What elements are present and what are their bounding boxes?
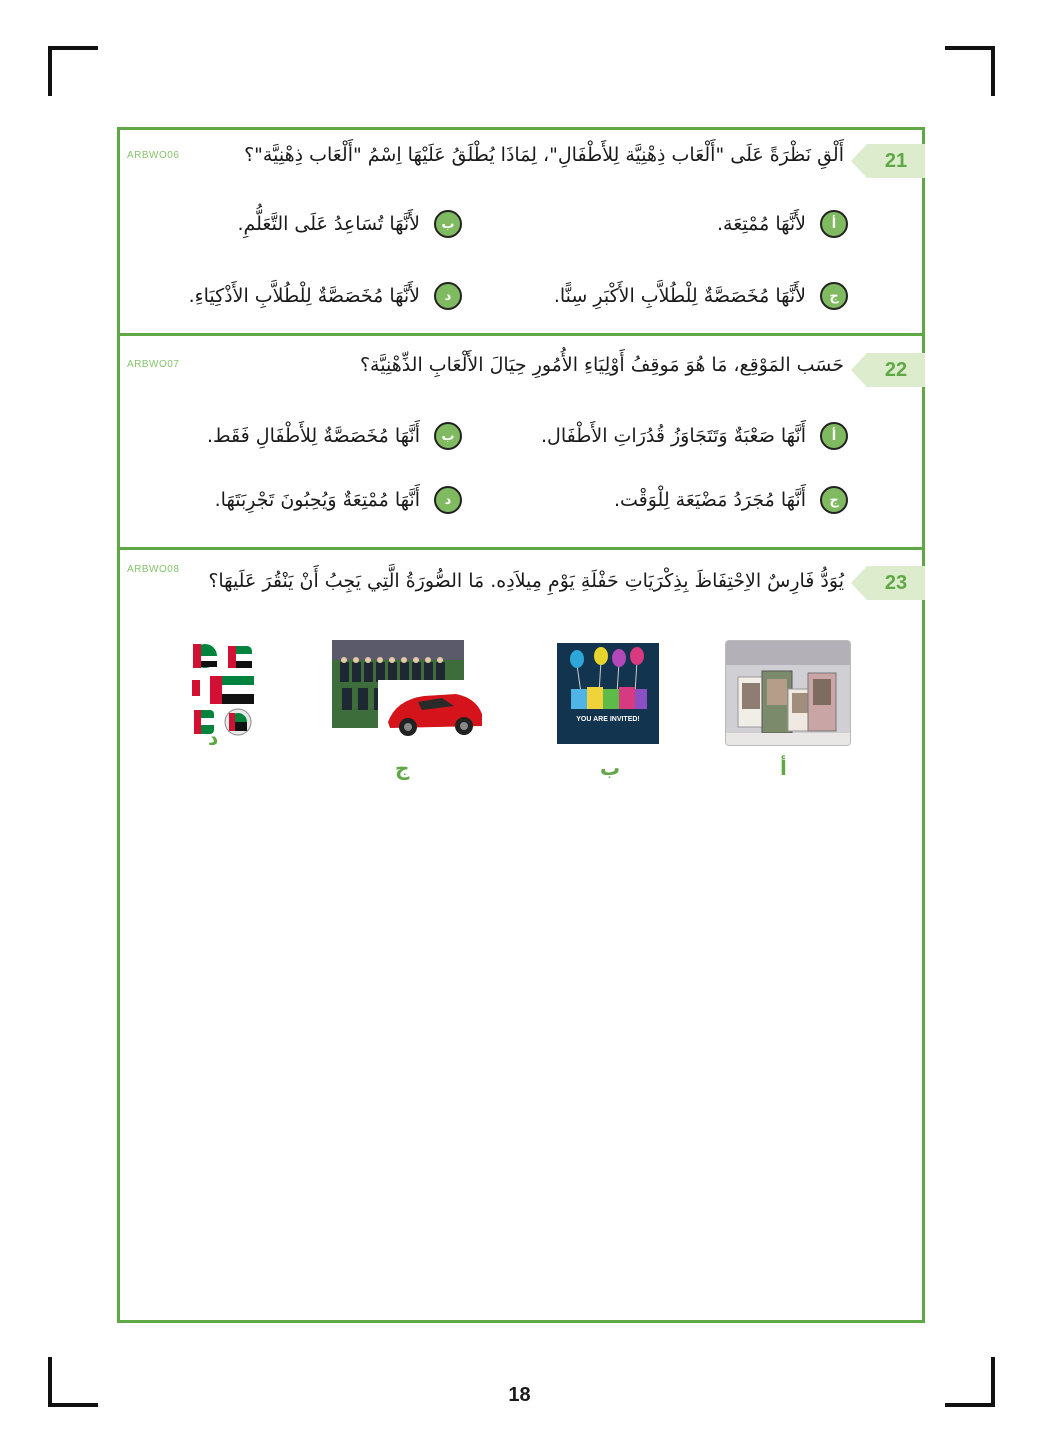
answer-option-b[interactable] [237,210,462,238]
party-invitation-image [557,643,659,744]
questions-frame [117,127,925,1323]
option-text: لأَنَّهَا مُخَصَصَّةٌ لِلْطُلاَّبِ الأَذْكِيَاءِ. [188,285,420,307]
option-letter: ج [829,288,839,304]
uae-flags-image[interactable] [190,642,256,742]
crop-mark-top-right [945,46,995,96]
option-letter-badge [434,486,462,514]
answer-option-c[interactable] [554,282,848,310]
question-code: ARBWO06 [127,150,180,161]
question-number: 21 [884,150,908,172]
option-letter-badge [434,282,462,310]
photo-frames-image[interactable] [725,640,851,746]
option-letter: ج [829,492,839,508]
football-team-and-car-image[interactable] [332,640,488,744]
question-number-badge [867,353,925,387]
image-option-label: أ [780,756,787,780]
option-letter-badge [820,422,848,450]
crop-mark-top-left [48,46,98,96]
section-divider [120,547,922,550]
question-number: 22 [884,359,908,381]
option-letter-badge [820,210,848,238]
option-text: لأَنَّهَا تُسَاعِدُ عَلَى التَّعَلُّمِ. [237,213,420,235]
answer-option-a[interactable] [717,210,848,238]
option-letter-badge [820,486,848,514]
answer-option-d[interactable] [189,282,462,310]
football-team-and-car-image [332,640,488,744]
question-text: حَسَب المَوْقِع، مَا هُوَ مَوقِفُ أَوْلِيَاءِ الأُمُورِ حِيَالَ الأَلْعَابِ الذِّهْنِيَّة؟ [359,354,844,376]
answer-option-d[interactable] [215,486,462,514]
option-letter-badge [820,282,848,310]
page-number: 18 [508,1384,531,1406]
option-text: لأَنَّهَا مُخَصَصَّةٌ لِلْطُلاَّبِ الأَكْبَرِ سِنًّا. [553,285,806,307]
photo-frames-image [726,641,850,745]
image-option-label: ب [600,756,621,780]
uae-flags-image [190,642,256,742]
option-letter-badge [434,422,462,450]
option-letter: ب [441,216,455,232]
question-code: ARBWO07 [127,359,180,370]
question-number: 23 [884,572,908,594]
option-letter: د [444,492,452,508]
option-letter: د [444,288,452,304]
option-text: أَنَّهَا صَعْبَةٌ وَتَتَجَاوَزُ قُدُرَاتِ الأَطْفَال. [541,425,806,447]
option-letter: أ [831,216,837,232]
option-text: أَنَّهَا مُجَرَدُ مَضْيَعَة لِلْوَقْت. [613,489,806,511]
party-invitation-image[interactable] [557,643,659,744]
option-text: أَنَّهَا مُخَصَصَّةٌ لِلأَطْفَالِ فَقَط. [206,425,420,447]
question-text: يُوَدُّ فَارِسٌ الاِحْتِفَاظَ بِذِكْرَيَاتِ حَفْلَةِ يَوْمِ مِيلاَدِه. مَا الصُّورَةُ الَّتِي يَجِبُ أَنْ يَنْقُرَ عَلَيهَا؟ [208,570,844,592]
option-letter: ب [441,428,455,444]
answer-option-c[interactable] [614,486,848,514]
answer-option-b[interactable] [207,422,462,450]
question-code: ARBWO08 [127,564,180,575]
question-number-badge [867,144,925,178]
option-text: لأَنَّهَا مُمْتِعَة. [717,213,806,235]
option-letter: أ [831,428,837,444]
option-text: أَنَّهَا مُمْتِعَةٌ وَيُحِبُونَ تَجْرِبَتَهَا. [214,489,420,511]
section-divider [120,333,922,336]
image-option-label: د [208,726,219,750]
question-number-badge [867,566,925,600]
answer-option-a[interactable] [541,422,848,450]
image-option-label: ج [395,756,410,780]
question-text: أَلْقِ نَظْرَةً عَلَى "أَلْعَاب ذِهْنِيَّة لِلأَطْفَالِ"، لِمَاذَا يُطْلَقُ عَلَيْهَا اِسْمُ "أَلْعَاب ذِهْنِيَّة"؟ [244,144,844,166]
option-letter-badge [434,210,462,238]
invitation-caption: YOU ARE INVITED! [576,716,640,723]
